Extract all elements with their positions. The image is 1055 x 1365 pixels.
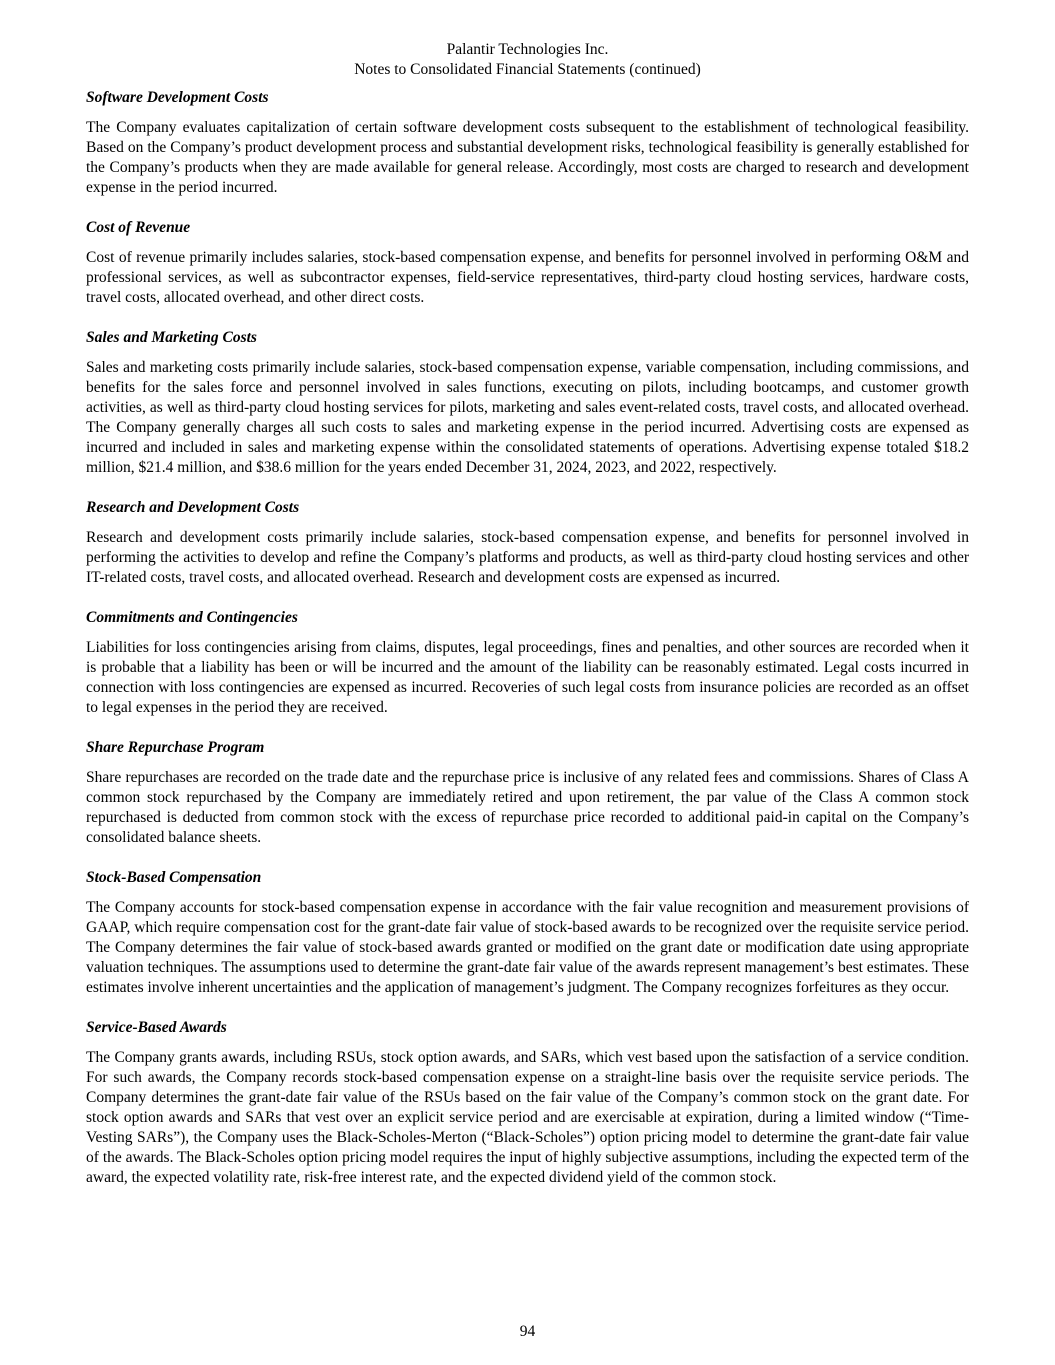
company-name: Palantir Technologies Inc.: [446, 41, 609, 58]
section-paragraph: The Company accounts for stock-based compensation expense in accordance with the fair value recognition and measurement provisions of GAAP, which require compensation cost for the grant-date fair value of stock-based awards to be recognized over the requisite service period. The Company determines the fair value of stock-based awards granted or modified on the grant date or modification date using appropriate valuation techniques. The assumptions used to determine the grant-date fair value of the awards represent management’s best estimates. These estimates involve inherent uncertainties and the application of management’s judgment. The Company recognizes forfeitures as they occur.: [86, 899, 969, 996]
section-paragraph: The Company evaluates capitalization of certain software development costs subsequent to the establishment of technological feasibility. Based on the Company’s product development process and substantial development risks, technological feasibility is generally established for the Company’s products when they are made available for general release. Accordingly, most costs are charged to research and development expense in the period incurred.: [86, 119, 969, 196]
section-heading: Cost of Revenue: [86, 219, 191, 236]
section-heading: Research and Development Costs: [86, 499, 300, 516]
section-share-repurchase-program: [86, 738, 969, 848]
section-paragraph: The Company grants awards, including RSUs, stock option awards, and SARs, which vest based upon the satisfaction of a service condition. For such awards, the Company records stock-based compensation expense on a straight-line basis over the requisite service periods. The Company determines the grant-date fair value of the RSUs based on the fair value of the Company’s common stock on the grant date. For stock option awards and SARs that vest over an explicit service period and are exercisable at expiration, during a limited window (“Time-Vesting SARs”), the Company uses the Black-Scholes-Merton (“Black-Scholes”) option pricing model to determine the grant-date fair value of the awards. The Black-Scholes option pricing model requires the input of highly subjective assumptions, including the expected term of the award, the expected volatility rate, risk-free interest rate, and the expected dividend yield of the common stock.: [86, 1049, 969, 1186]
section-cost-of-revenue: [86, 218, 969, 308]
section-paragraph: Share repurchases are recorded on the trade date and the repurchase price is inclusive of any related fees and commissions. Shares of Class A common stock repurchased by the Company are immediately retired and upon retirement, the par value of the Class A common stock repurchased is deducted from common stock with the excess of repurchase price recorded to additional paid-in capital on the Company’s consolidated balance sheets.: [86, 769, 969, 846]
section-commitments-and-contingencies: [86, 608, 969, 718]
page-header: [86, 40, 969, 80]
section-paragraph: Sales and marketing costs primarily include salaries, stock-based compensation expense, variable compensation, including commissions, and benefits for the sales force and personnel involved in sales functions, executing on pilots, including bootcamps, and customer growth activities, as well as third-party cloud hosting services for pilots, marketing and sales event-related costs, travel costs, and allocated overhead. The Company generally charges all such costs to sales and marketing expense in the period incurred. Advertising costs are expensed as incurred and included in sales and marketing expense within the consolidated statements of operations. Advertising expense totaled $18.2 million, $21.4 million, and $38.6 million for the years ended December 31, 2024, 2023, and 2022, respectively.: [86, 359, 969, 476]
section-stock-based-compensation: [86, 868, 969, 998]
section-sales-and-marketing-costs: [86, 328, 969, 478]
section-heading: Share Repurchase Program: [86, 739, 265, 756]
section-heading: Software Development Costs: [86, 89, 269, 106]
section-software-development-costs: [86, 88, 969, 198]
section-heading: Commitments and Contingencies: [86, 609, 298, 626]
section-service-based-awards: [86, 1018, 969, 1188]
document-page: [86, 40, 969, 1188]
section-heading: Sales and Marketing Costs: [86, 329, 257, 346]
section-paragraph: Research and development costs primarily include salaries, stock-based compensation expense, and benefits for personnel involved in performing the activities to develop and refine the Company’s platforms and products, as well as third-party cloud hosting services and other IT-related costs, travel costs, and allocated overhead. Research and development costs are expensed as incurred.: [86, 529, 969, 586]
section-research-and-development-costs: [86, 498, 969, 588]
section-paragraph: Cost of revenue primarily includes salaries, stock-based compensation expense, and benefits for personnel involved in performing O&M and professional services, as well as subcontractor expenses, field-service representatives, third-party cloud hosting services, hardware costs, travel costs, allocated overhead, and other direct costs.: [86, 249, 969, 306]
page-number: 94: [519, 1323, 536, 1340]
section-paragraph: Liabilities for loss contingencies arising from claims, disputes, legal proceedings, fines and penalties, and other sources are recorded when it is probable that a liability has been or will be incurred and the amount of the liability can be reasonably estimated. Legal costs incurred in connection with loss contingencies are expensed as incurred. Recoveries of such legal costs from insurance policies are recorded as an offset to legal expenses in the period they are received.: [86, 639, 969, 716]
page-subtitle: Notes to Consolidated Financial Statements (continued): [354, 61, 701, 78]
section-heading: Stock-Based Compensation: [86, 869, 262, 886]
section-subheading: Service-Based Awards: [86, 1019, 227, 1036]
